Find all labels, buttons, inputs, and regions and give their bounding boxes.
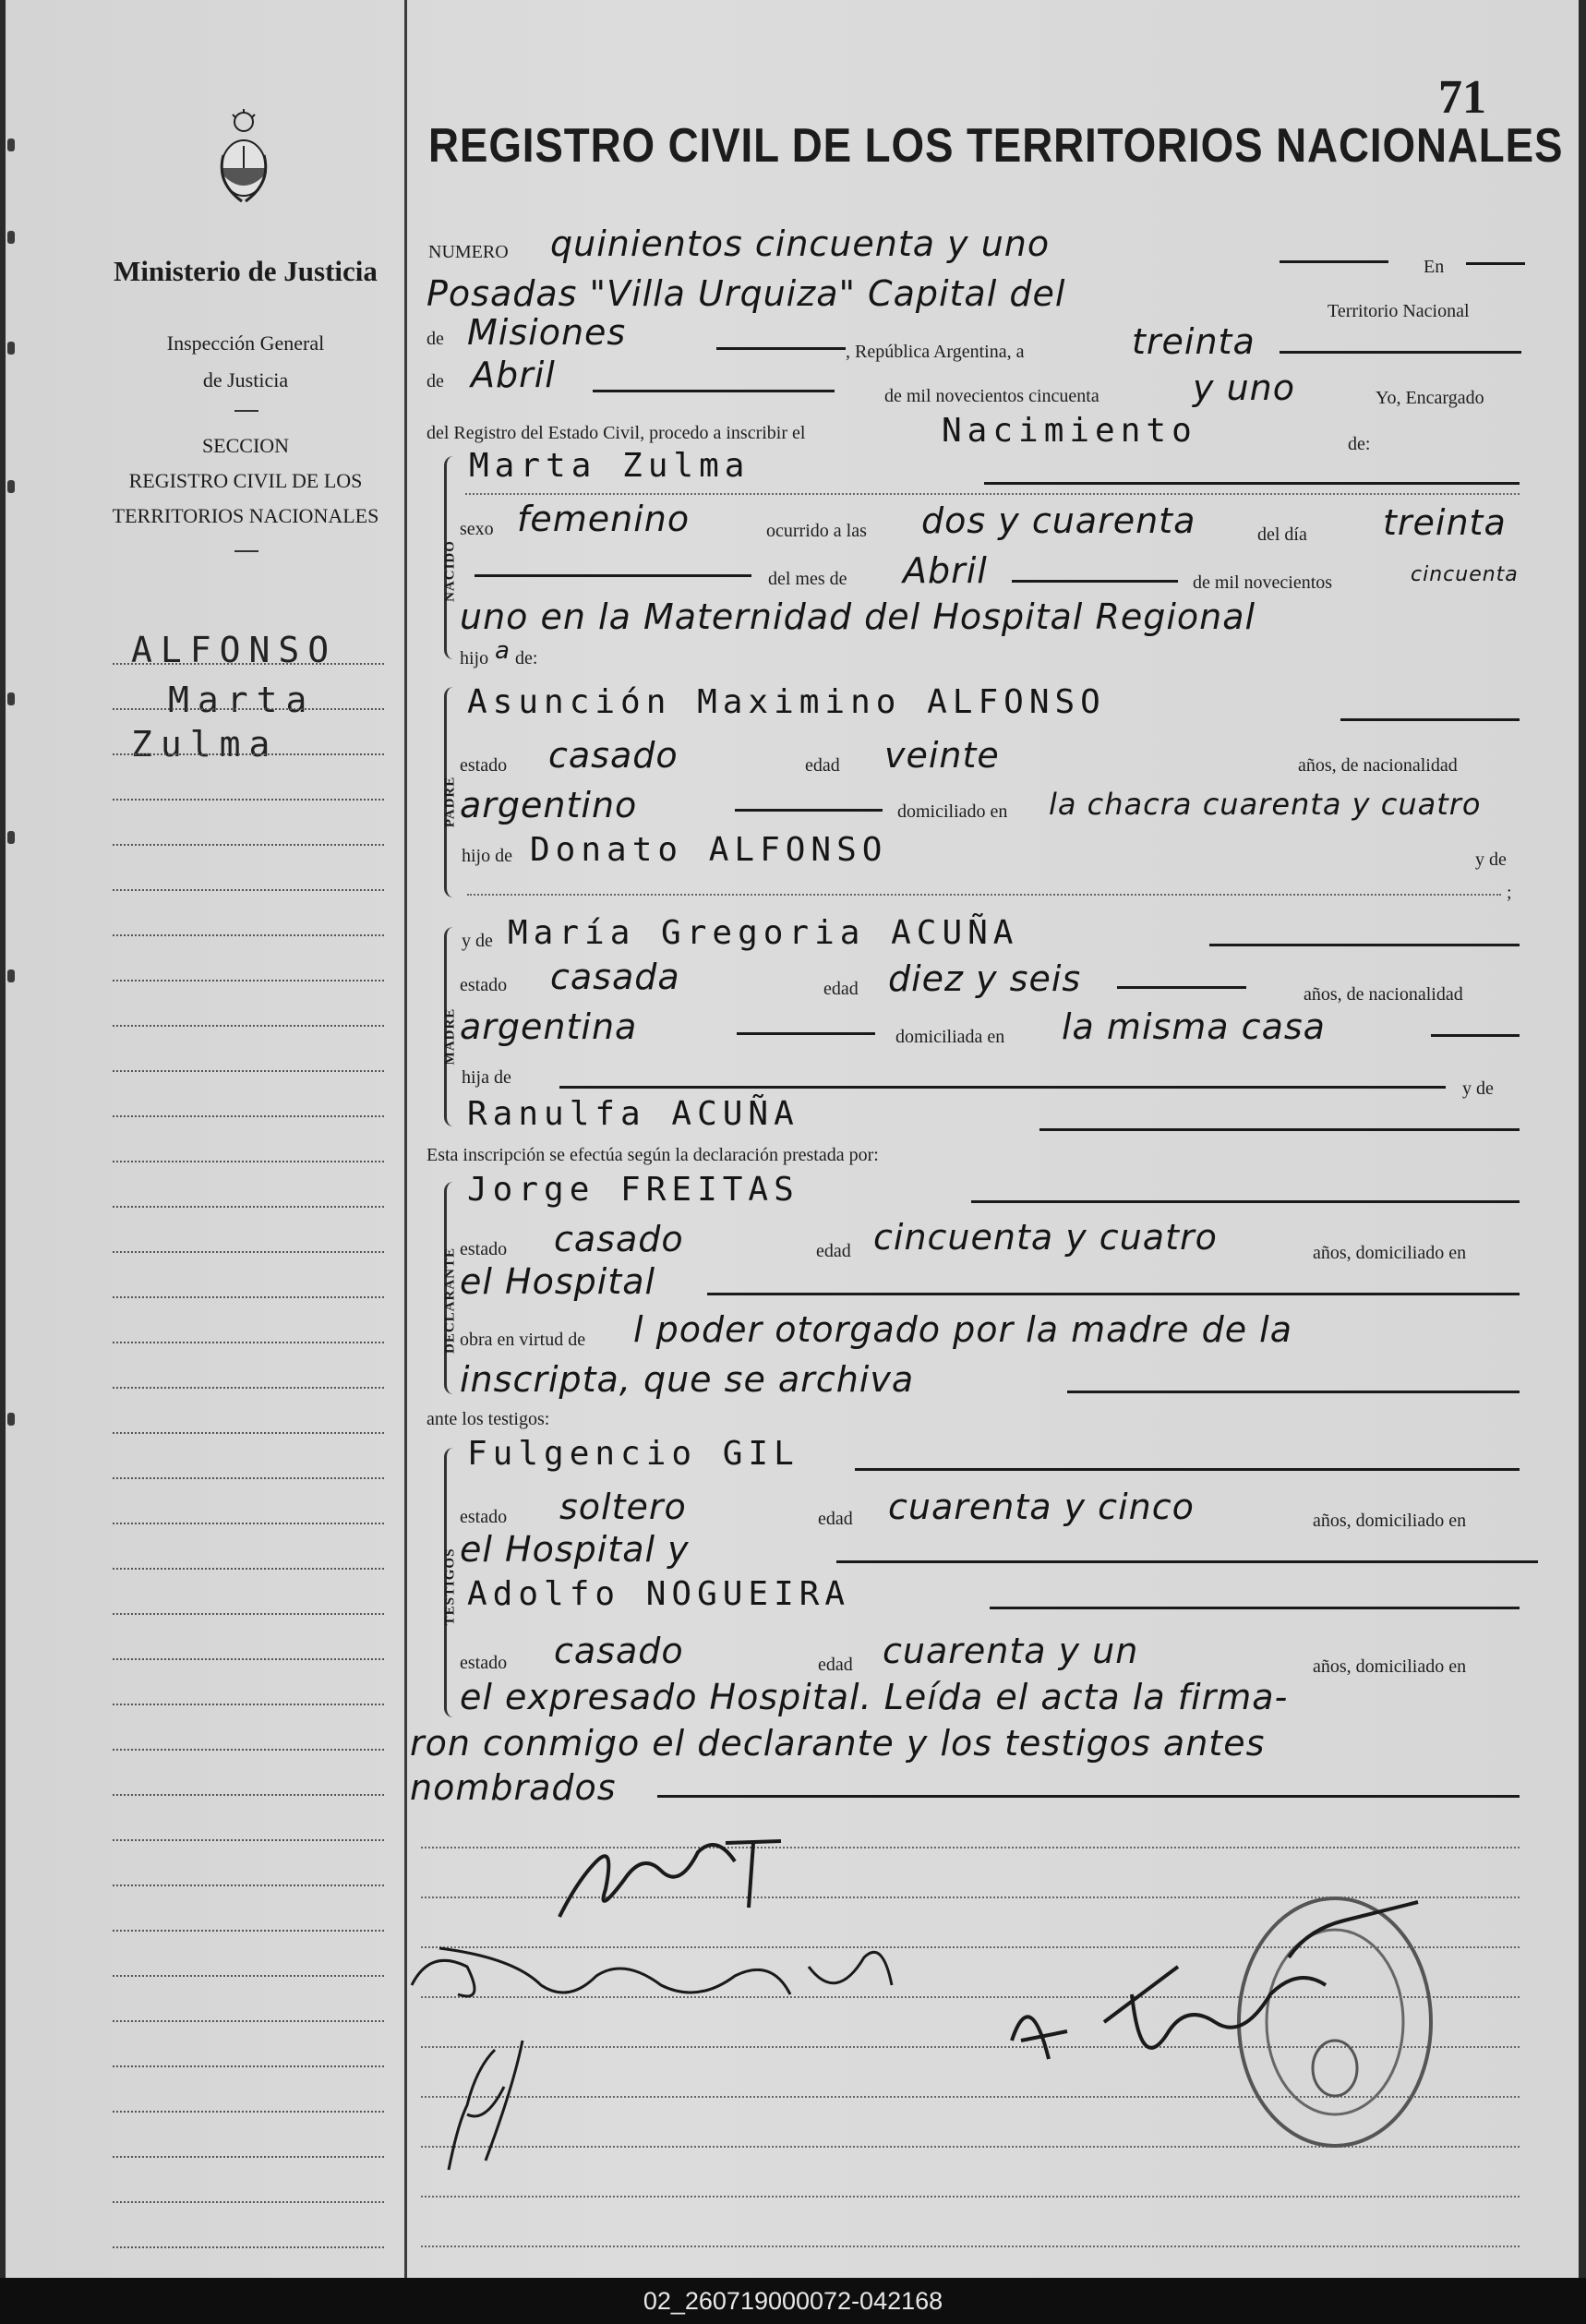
margin-rule bbox=[113, 799, 384, 801]
declarante-domicilio-value: el Hospital bbox=[460, 1261, 656, 1302]
margin-rule bbox=[113, 1161, 384, 1162]
signature-declarante bbox=[541, 1824, 836, 1931]
registro-label: del Registro del Estado Civil, procedo a inscribir el bbox=[427, 423, 806, 443]
closing-text-2: nombrados bbox=[410, 1767, 617, 1808]
declarante-name-value: Jorge FREITAS bbox=[467, 1171, 799, 1209]
margin-rule bbox=[113, 1523, 384, 1524]
margin-rule bbox=[113, 1930, 384, 1932]
margin-rule bbox=[113, 1296, 384, 1298]
declarante-edad-value: cincuenta y cuatro bbox=[873, 1217, 1218, 1258]
margin-rule bbox=[113, 1839, 384, 1841]
margin-rule bbox=[113, 1658, 384, 1660]
image-id-footer: 02_260719000072-042168 bbox=[0, 2278, 1586, 2324]
margin-rule bbox=[113, 934, 384, 936]
testigo2-domicilio-value: el expresado Hospital. Leída el acta la firma- bbox=[460, 1677, 1289, 1717]
margin-rule bbox=[113, 1251, 384, 1253]
testigo1-name-value: Fulgencio GIL bbox=[467, 1435, 799, 1473]
binding-holes bbox=[6, 0, 24, 2278]
testigos-section-label: TESTIGOS bbox=[442, 1547, 458, 1626]
birth-month-value: Abril bbox=[903, 550, 988, 591]
margin-rule bbox=[113, 708, 384, 710]
mother-name-value: María Gregoria ACUÑA bbox=[508, 914, 1019, 952]
margin-rule bbox=[113, 1342, 384, 1343]
declarante-estado-value: casado bbox=[554, 1219, 684, 1259]
father-estado-value: casado bbox=[548, 735, 679, 776]
mother-edad-value: diez y seis bbox=[888, 958, 1082, 999]
margin-first-name: Marta bbox=[168, 680, 316, 720]
father-domicilio-value: la chacra cuarenta y cuatro bbox=[1049, 787, 1482, 822]
margin-rule bbox=[113, 1794, 384, 1796]
margin-rule bbox=[113, 2156, 384, 2158]
day-value: treinta bbox=[1132, 321, 1256, 362]
mother-domicilio-value: la misma casa bbox=[1062, 1006, 1326, 1047]
declarante-section-label: DECLARANTE bbox=[442, 1247, 458, 1355]
margin-rule bbox=[113, 1115, 384, 1117]
signature-encargado bbox=[993, 1874, 1455, 2101]
child-name-value: Marta Zulma bbox=[469, 447, 751, 485]
margin-rule bbox=[113, 1070, 384, 1072]
margin-second-name: Zulma bbox=[131, 724, 279, 765]
margin-rule bbox=[113, 2065, 384, 2067]
margin-rule bbox=[113, 753, 384, 755]
margin-rule bbox=[113, 1704, 384, 1705]
margin-rule bbox=[113, 1387, 384, 1389]
madre-section-label: MADRE bbox=[442, 1007, 458, 1066]
encargado-label: Yo, Encargado bbox=[1376, 388, 1484, 408]
ante-testigos-label: ante los testigos: bbox=[427, 1409, 550, 1429]
paternal-grandfather-value: Donato ALFONSO bbox=[530, 831, 888, 869]
father-edad-value: veinte bbox=[884, 735, 1000, 776]
year-value: y uno bbox=[1193, 367, 1295, 408]
signature-testigo-1 bbox=[403, 1930, 919, 2027]
month-value: Abril bbox=[471, 355, 556, 395]
register-page: Ministerio de Justicia Inspección General de Justicia SECCION REGISTRO CIVIL DE LOS TERRITORIOS NACIONALES ALFONSO Marta Zulma 71 REGISTRO CIVIL DE LOS TERRITORIOS NACIONALES NUMERO quinientos cincuenta y uno En Posadas "Villa Urquiza" Capital del Territorio Nacional de Misiones , República Argentina, a treinta de Abril de mil novecientos cincuenta y uno Yo, Encargado del Registro del Estado Civil, procedo a inscribir el Nacimiento de: NACIDO Marta Zulma sexo femenino ocurrido a las dos y cuarenta del día treinta del mes de Abril de mil novecientos cincuenta uno en la Maternidad del Hospital Regional hijo a de: PADRE Asunción Maximino ALFONSO estado casado edad veinte años, de nacionalidad argentino domiciliado en la chacra cuarenta y cuatro hijo de Donato ALFONSO y de ; MADRE y de María Gregoria ACUÑA estado casada edad diez y seis años, de nacionalidad argentina domiciliada en la misma casa hija de y de Ranulfa ACUÑA Esta inscripción se efectúa según la declaración prestada por: DECLARANTE Jorge FREITAS estado casado edad cincuenta y cuatro años, domiciliado en el Hospital obra en virtud de l poder otorgado por la madre de la inscripta, que se archiva ante los testigos: TESTIGOS Fulgencio GIL estado soltero edad cuarenta y cinco años, domiciliado en el Hospital y Adolfo NOGUEIRA estado casado edad cuarenta y un años, domiciliado en el expresado Hospital. Leída el acta la firma- ron conmigo el declarante y los testigos antes nombrados bbox=[6, 0, 1579, 2278]
margin-rule bbox=[113, 1975, 384, 1977]
birth-place-value: uno en la Maternidad del Hospital Regional bbox=[460, 596, 1256, 637]
section-heading: SECCION REGISTRO CIVIL DE LOS TERRITORIOS NACIONALES bbox=[112, 434, 379, 527]
margin-rule bbox=[113, 1613, 384, 1615]
margin-rule bbox=[113, 1432, 384, 1434]
margin-rule bbox=[113, 980, 384, 981]
declaracion-label: Esta inscripción se efectúa según la declaración prestada por: bbox=[427, 1145, 879, 1165]
mother-estado-value: casada bbox=[550, 957, 680, 997]
birth-day-value: treinta bbox=[1383, 502, 1507, 543]
margin-rule bbox=[113, 2020, 384, 2022]
numero-label: NUMERO bbox=[428, 242, 509, 262]
mother-nacionalidad-value: argentina bbox=[460, 1006, 638, 1047]
margin-rule bbox=[113, 2111, 384, 2113]
territory-value: Misiones bbox=[467, 312, 627, 353]
margin-rule bbox=[113, 663, 384, 665]
territorio-label: Territorio Nacional bbox=[1328, 301, 1470, 321]
testigo2-name-value: Adolfo NOGUEIRA bbox=[467, 1575, 851, 1613]
margin-rule bbox=[113, 1025, 384, 1027]
signature-testigo-2 bbox=[430, 2031, 596, 2184]
margin-rule bbox=[113, 2246, 384, 2248]
inspection-heading: Inspección General de Justicia bbox=[166, 331, 325, 391]
signature-rule bbox=[421, 2246, 1520, 2247]
margin-rule bbox=[113, 1884, 384, 1886]
testigo1-domicilio-value: el Hospital y bbox=[460, 1529, 690, 1570]
hour-value: dos y cuarenta bbox=[921, 500, 1196, 541]
closing-text-1: ron conmigo el declarante y los testigos antes bbox=[410, 1723, 1266, 1764]
margin-rule bbox=[113, 1749, 384, 1751]
padre-section-label: PADRE bbox=[442, 776, 458, 828]
margin-rule bbox=[113, 1477, 384, 1479]
father-name-value: Asunción Maximino ALFONSO bbox=[467, 683, 1106, 721]
en-label: En bbox=[1424, 257, 1445, 277]
maternal-grandmother-value: Ranulfa ACUÑA bbox=[467, 1095, 799, 1133]
father-nacionalidad-value: argentino bbox=[460, 785, 638, 825]
testigo2-edad-value: cuarenta y un bbox=[883, 1631, 1139, 1671]
margin-rule bbox=[113, 844, 384, 846]
testigo1-estado-value: soltero bbox=[559, 1487, 687, 1527]
ministry-heading: Ministerio de Justicia bbox=[114, 255, 378, 287]
testigo2-estado-value: casado bbox=[554, 1631, 684, 1671]
page-number: 71 bbox=[1438, 71, 1486, 124]
national-coat-of-arms-icon bbox=[214, 109, 273, 213]
obra-value-2: inscripta, que se archiva bbox=[460, 1359, 915, 1400]
act-type-value: Nacimiento bbox=[942, 412, 1197, 450]
nacido-section-label: NACIDO bbox=[442, 540, 458, 602]
testigo1-edad-value: cuarenta y cinco bbox=[888, 1487, 1195, 1527]
sexo-value: femenino bbox=[517, 499, 691, 539]
place-value: Posadas "Villa Urquiza" Capital del bbox=[427, 273, 1066, 314]
margin-rule bbox=[113, 2201, 384, 2203]
numero-value: quinientos cincuenta y uno bbox=[550, 223, 1051, 264]
obra-value: l poder otorgado por la madre de la bbox=[633, 1309, 1293, 1350]
republica-label: , República Argentina, a bbox=[846, 342, 1025, 362]
year-label: de mil novecientos cincuenta bbox=[884, 386, 1099, 406]
page-title: REGISTRO CIVIL DE LOS TERRITORIOS NACIONALES bbox=[428, 119, 1564, 173]
birth-year-value: cincuenta bbox=[1411, 563, 1519, 586]
margin-rule bbox=[113, 1568, 384, 1570]
margin-rule bbox=[113, 1206, 384, 1208]
margin-surname: ALFONSO bbox=[131, 630, 338, 670]
signature-rule bbox=[421, 2196, 1520, 2198]
margin-rule bbox=[113, 889, 384, 891]
